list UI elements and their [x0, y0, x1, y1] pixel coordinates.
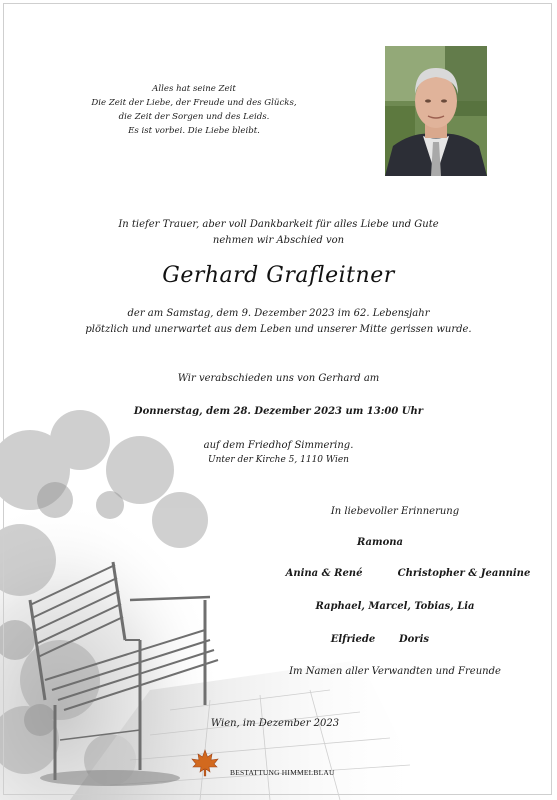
- poem-line: Die Zeit der Liebe, der Freude und des Glücks,: [91, 98, 297, 108]
- undertaker-name: BESTATTUNG HIMMELBLAU: [230, 768, 335, 777]
- intro-line-1: In tiefer Trauer, aber voll Dankbarkeit für alles Liebe und Gute: [118, 219, 439, 230]
- death-line-1: der am Samstag, dem 9. Dezember 2023 im 62. Lebensjahr: [127, 308, 430, 319]
- mourner-group: Raphael, Marcel, Tobias, Lia: [315, 601, 475, 612]
- poem: [66, 82, 322, 138]
- mourner-doris: Doris: [398, 634, 430, 645]
- poem-line: die Zeit der Sorgen und des Leids.: [118, 112, 270, 122]
- deceased-name: Gerhard Grafleitner: [162, 263, 395, 288]
- mourner-elfriede: Elfriede: [330, 634, 376, 645]
- funeral-date: Donnerstag, dem 28. Dezember 2023 um 13:00 Uhr: [133, 406, 424, 417]
- memory-text: In liebevoller Erinnerung: [330, 506, 460, 517]
- mourner-ramona: Ramona: [356, 537, 404, 548]
- death-text: [0, 306, 557, 338]
- mourner-christopher: Christopher & Jeannine: [397, 568, 531, 579]
- poem-line: Alles hat seine Zeit: [152, 84, 236, 94]
- funeral-address: Unter der Kirche 5, 1110 Wien: [208, 455, 349, 465]
- funeral-place: auf dem Friedhof Simmering.: [203, 440, 354, 451]
- farewell-text: Wir verabschieden uns von Gerhard am: [177, 373, 380, 384]
- mourner-anina: Anina & René: [285, 568, 363, 579]
- portrait-photo: [385, 46, 487, 176]
- intro-line-2: nehmen wir Abschied von: [212, 235, 345, 246]
- poem-line: Es ist vorbei. Die Liebe bleibt.: [128, 126, 260, 136]
- maple-leaf-icon: [190, 748, 220, 778]
- place-date: Wien, im Dezember 2023: [210, 718, 340, 729]
- death-line-2: plötzlich und unerwartet aus dem Leben und unserer Mitte gerissen wurde.: [85, 324, 472, 335]
- relatives-text: Im Namen aller Verwandten und Freunde: [289, 666, 501, 677]
- intro-text: [0, 217, 557, 249]
